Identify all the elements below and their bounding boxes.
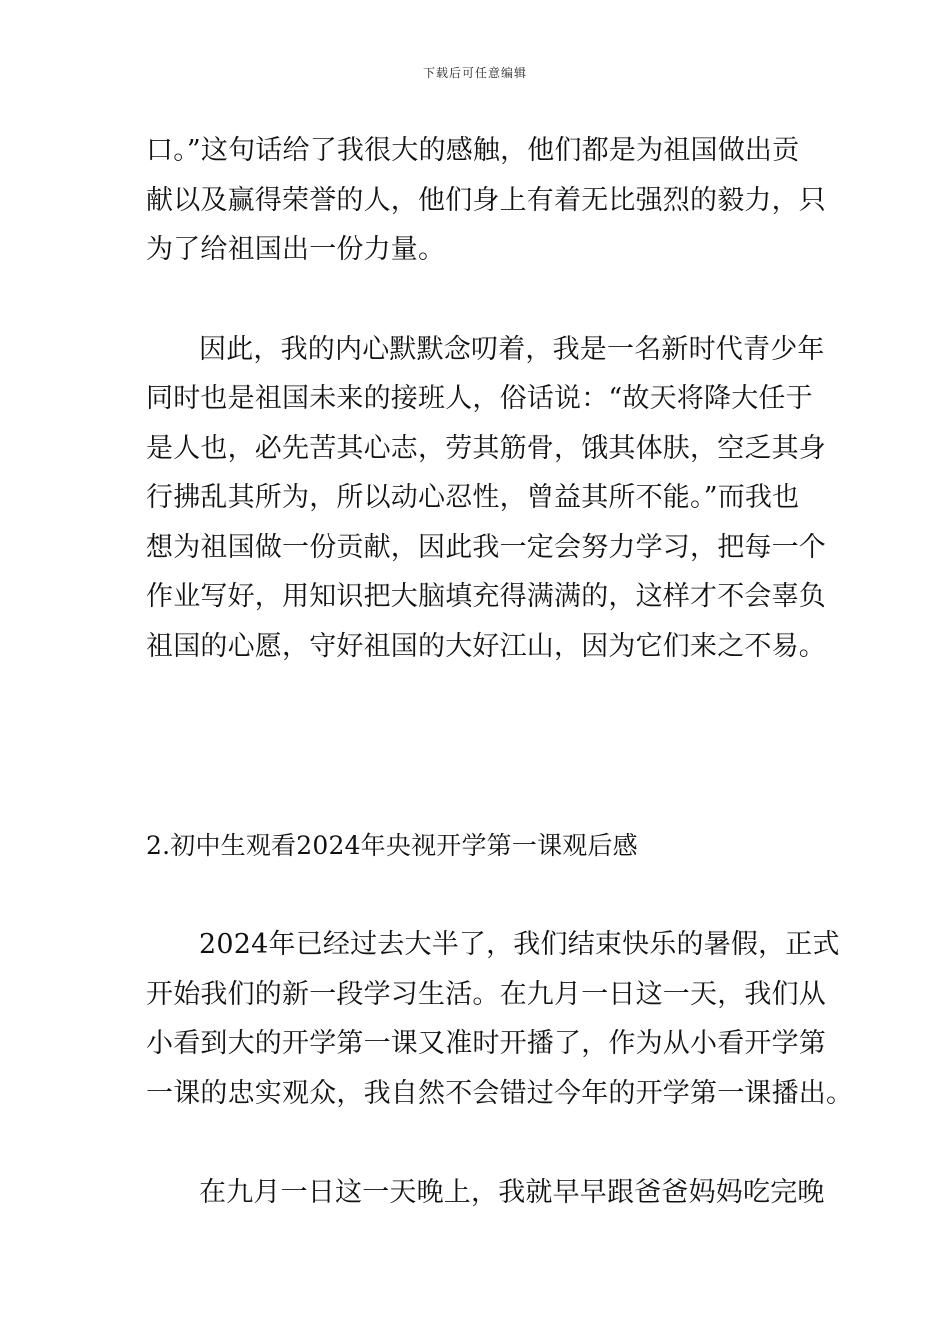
section-heading: 2.初中生观看2024年央视开学第一课观后感 — [146, 831, 638, 860]
paragraph-line: 一课的忠实观众，我自然不会错过今年的开学第一课播出。 — [146, 1078, 854, 1109]
paragraph-line: 同时也是祖国未来的接班人，俗话说：“故天将降大任于 — [146, 383, 813, 414]
paragraph-line: 为了给祖国出一份力量。 — [146, 234, 446, 265]
page-header: 下载后可任意编辑 — [422, 66, 527, 80]
paragraph-line: 祖国的心愿，守好祖国的大好江山，因为它们来之不易。 — [146, 631, 826, 662]
paragraph-line: 行拂乱其所为，所以动心忍性，曾益其所不能。”而我也 — [146, 482, 800, 513]
paragraph-line: 在九月一日这一天晚上，我就早早跟爸爸妈妈吃完晚 — [199, 1177, 825, 1208]
paragraph-line: 作业写好，用知识把大脑填充得满满的，这样才不会辜负 — [146, 581, 826, 612]
paragraph-line: 因此，我的内心默默念叨着，我是一名新时代青少年 — [199, 334, 825, 365]
paragraph-line: 想为祖国做一份贡献，因此我一定会努力学习，把每一个 — [146, 532, 826, 563]
paragraph-line: 小看到大的开学第一课又准时开播了，作为从小看开学第 — [146, 1028, 826, 1059]
paragraph-line: 2024年已经过去大半了，我们结束快乐的暑假，正式 — [199, 929, 840, 960]
paragraph-line: 开始我们的新一段学习生活。在九月一日这一天，我们从 — [146, 979, 826, 1010]
paragraph-line: 是人也，必先苦其心志，劳其筋骨，饿其体肤，空乏其身 — [146, 433, 826, 464]
paragraph-line: 献以及赢得荣誉的人，他们身上有着无比强烈的毅力，只 — [146, 185, 826, 216]
paragraph-line: 口。”这句话给了我很大的感触，他们都是为祖国做出贡 — [146, 135, 800, 166]
